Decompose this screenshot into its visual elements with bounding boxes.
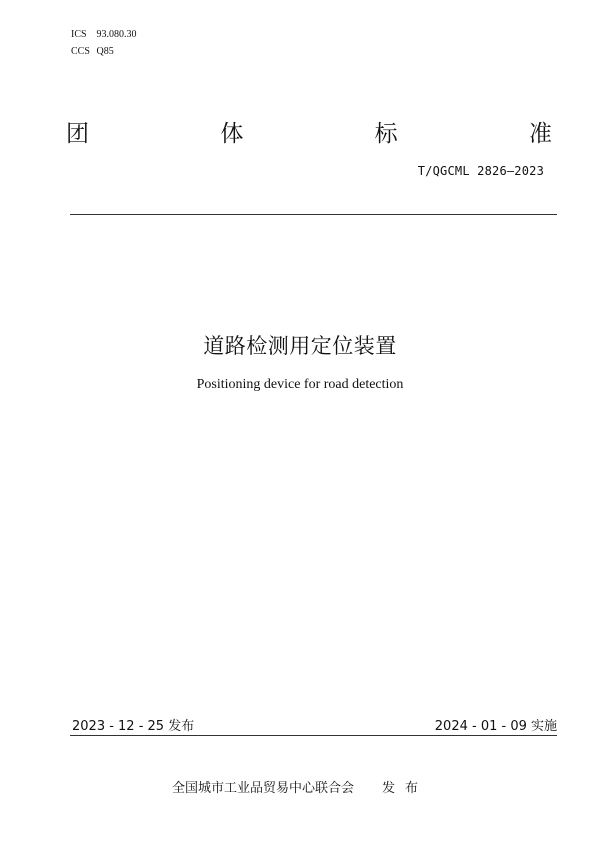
ics-label: ICS [71,29,87,40]
ccs-label: CCS [71,46,90,57]
top-divider [70,214,557,215]
document-title-chinese: 道路检测用定位装置 [203,334,397,358]
issue-date: 2023 - 12 - 25 发布 [72,719,195,734]
ccs-classification [71,46,114,58]
bottom-divider [70,735,557,736]
publish-label: 发布 [382,781,429,796]
publisher-organization: 全国城市工业品贸易中心联合会 [171,781,354,796]
ccs-code: Q85 [96,46,114,57]
ics-code: 93.080.30 [96,29,137,40]
implementation-date: 2024 - 01 - 09 实施 [434,719,557,734]
standard-type-char: 体 [220,120,244,147]
publisher-line [0,777,600,796]
document-title-english: Positioning device for road detection [196,377,404,392]
standard-type-char: 准 [528,120,552,147]
standard-type-heading [66,116,552,146]
ics-classification [71,29,137,41]
standard-number: T/QGCML 2826—2023 [417,164,544,178]
standard-type-char: 团 [66,120,89,147]
standard-type-char: 标 [374,120,398,147]
